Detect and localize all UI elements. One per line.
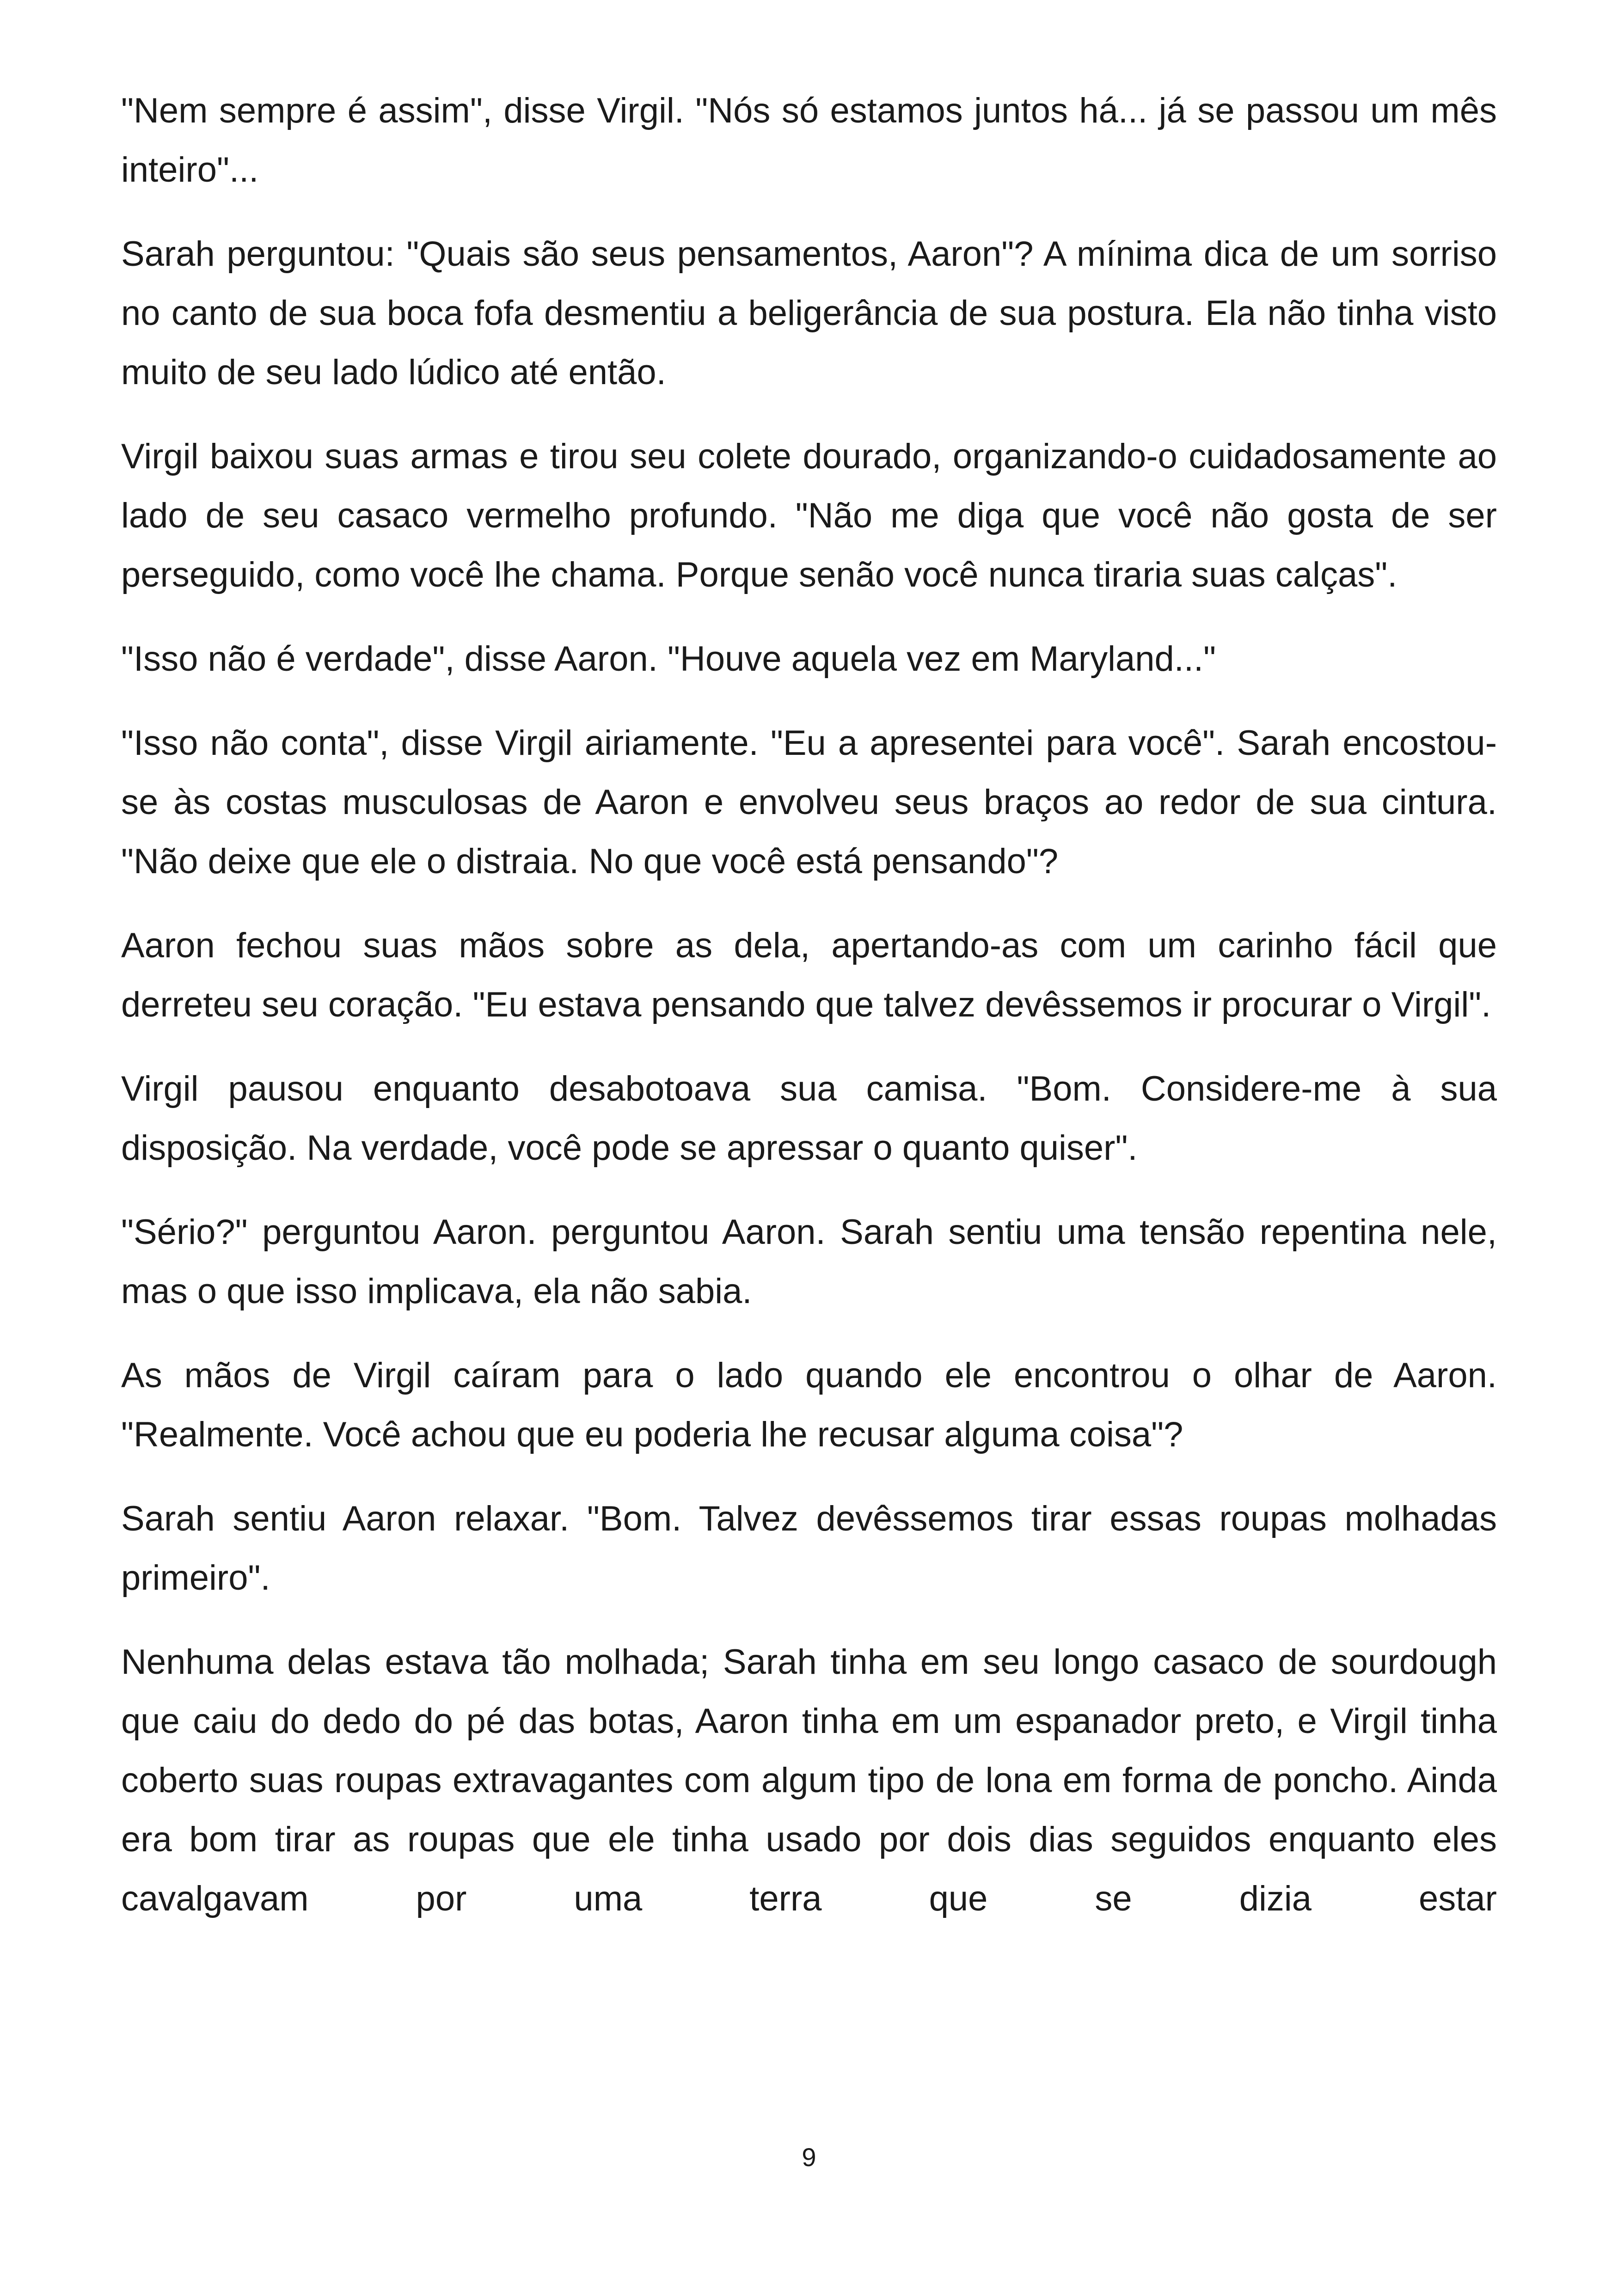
page-number: 9 <box>802 2143 816 2172</box>
paragraph-3: Virgil baixou suas armas e tirou seu colete dourado, organizando-o cuidadosamente ao lado de seu casaco vermelho profundo. "Não me diga que você não gosta de ser perseguido, como você lhe chama. Porque senão você nunca tiraria suas calças". <box>121 437 1497 594</box>
paragraph-1: "Nem sempre é assim", disse Virgil. "Nós só estamos juntos há... já se passou um mês inteiro"... <box>121 91 1497 190</box>
paragraph-6: Aaron fechou suas mãos sobre as dela, apertando-as com um carinho fácil que derreteu seu coração. "Eu estava pensando que talvez devêssemos ir procurar o Virgil". <box>121 926 1497 1024</box>
paragraph-11: Nenhuma delas estava tão molhada; Sarah tinha em seu longo casaco de sourdough que caiu do dedo do pé das botas, Aaron tinha em um espanador preto, e Virgil tinha coberto suas roupas extravagantes com algum tipo de lona em forma de poncho. Ainda era bom tirar as roupas que ele tinha usado por dois dias seguidos enquanto eles cavalgavam por uma terra que se dizia estar <box>121 1642 1497 1918</box>
paragraph-7: Virgil pausou enquanto desabotoava sua camisa. "Bom. Considere-me à sua disposição. Na verdade, você pode se apressar o quanto quiser". <box>121 1069 1497 1168</box>
paragraph-9: As mãos de Virgil caíram para o lado quando ele encontrou o olhar de Aaron. "Realmente. Você achou que eu poderia lhe recusar alguma coisa"? <box>121 1356 1497 1454</box>
paragraph-4: "Isso não é verdade", disse Aaron. "Houve aquela vez em Maryland..." <box>121 639 1216 679</box>
paragraph-8: "Sério?" perguntou Aaron. perguntou Aaron. Sarah sentiu uma tensão repentina nele, mas o que isso implicava, ela não sabia. <box>121 1212 1497 1311</box>
paragraph-10: Sarah sentiu Aaron relaxar. "Bom. Talvez devêssemos tirar essas roupas molhadas primeiro". <box>121 1499 1497 1598</box>
paragraph-2: Sarah perguntou: "Quais são seus pensamentos, Aaron"? A mínima dica de um sorriso no canto de sua boca fofa desmentiu a beligerância de sua postura. Ela não tinha visto muito de seu lado lúdico até então. <box>121 234 1497 392</box>
paragraph-5: "Isso não conta", disse Virgil airiamente. "Eu a apresentei para você". Sarah encostou-se às costas musculosas de Aaron e envolveu seus braços ao redor de sua cintura. "Não deixe que ele o distraia. No que você está pensando"? <box>121 723 1497 881</box>
body-text <box>121 81 1497 1929</box>
